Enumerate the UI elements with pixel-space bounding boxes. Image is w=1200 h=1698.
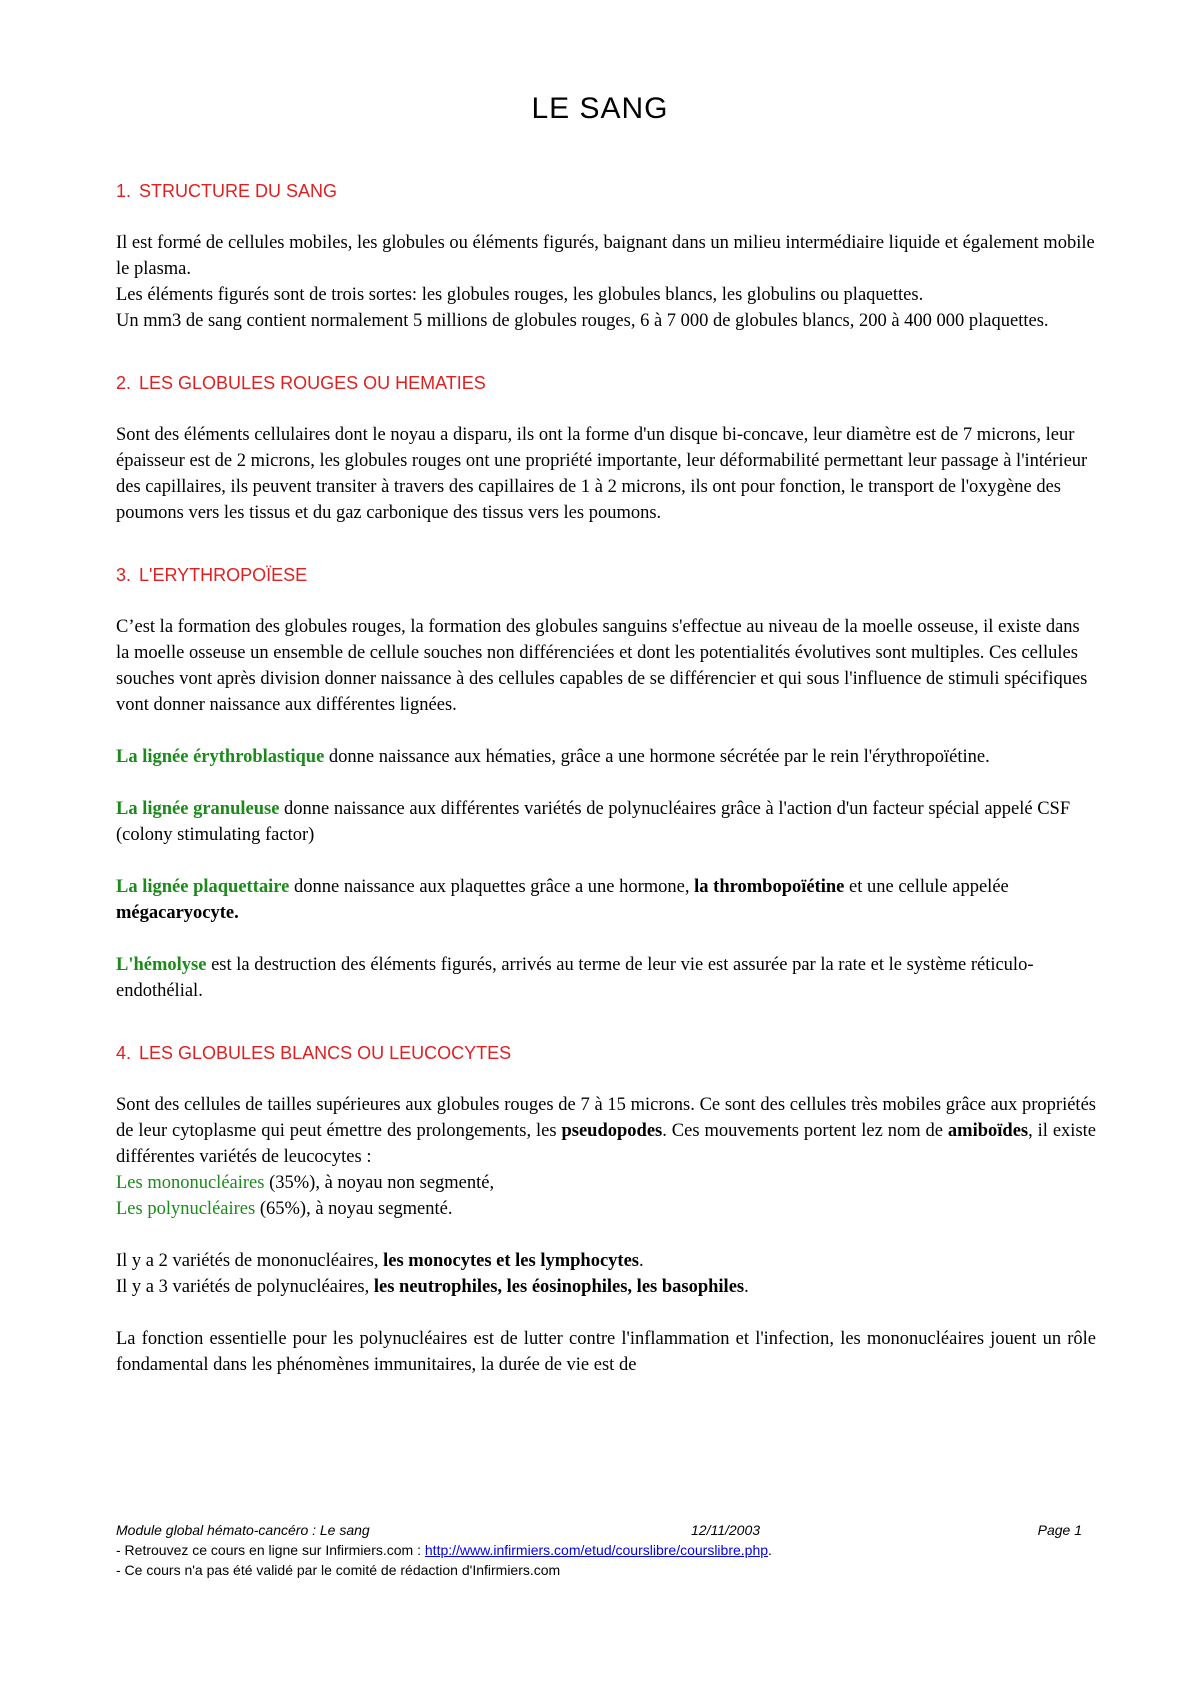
page-footer [116,1520,1082,1580]
text: . [639,1251,644,1271]
text: (65%), à noyau segmenté. [255,1199,453,1219]
bold-text: les monocytes et les lymphocytes [383,1251,639,1271]
footer-date: 12/11/2003 [691,1522,761,1538]
section-heading-structure [116,178,1096,204]
paragraph-hemolyse [116,952,1096,1004]
bold-text: pseudopodes [561,1121,663,1141]
section-title: LES GLOBULES BLANCS OU LEUCOCYTES [139,1043,512,1063]
section-number: 4. [116,1043,132,1063]
term: La lignée plaquettaire [116,877,290,897]
text: . [744,1277,749,1297]
section-title: STRUCTURE DU SANG [139,181,338,201]
list-item-mononucleaires [116,1170,1096,1196]
term: La lignée granuleuse [116,799,280,819]
text: et une cellule appelée [844,877,1009,897]
paragraph-varietes-mono [116,1248,1096,1274]
document-body [116,178,1096,1378]
section-heading-globules-blancs [116,1040,1096,1066]
term: La lignée érythroblastique [116,747,325,767]
term: L'hémolyse [116,955,207,975]
section-heading-erythropoiese [116,562,1096,588]
text: Sont des cellules de tailles supérieures aux globules rouges de 7 à 15 microns. Ce sont des cellules très mobiles grâce aux propriétés de leur cytoplasme qui peut émettre des prolongements, les [116,1095,1096,1141]
text: , il existe différentes variétés de leucocytes : [116,1121,1097,1167]
footer-link-line [116,1540,1082,1560]
footer-module: Module global hémato-cancéro : Le sang [116,1522,370,1538]
paragraph: Il est formé de cellules mobiles, les globules ou éléments figurés, baignant dans un milieu intermédiaire liquide et également mobile le plasma. [116,233,1095,279]
section-title: L'ERYTHROPOÏESE [139,565,308,585]
paragraph: C’est la formation des globules rouges, la formation des globules sanguins s'effectue au niveau de la moelle osseuse, il existe dans la moelle osseuse un ensemble de cellule souches non différenciées et dont les potentialités évolutives sont multiples. Ces cellules souches vont après division donner naissance à des cellules capables de se différencier et qui sous l'influence de stimuli spécifiques vont donner naissance aux différentes lignées. [116,617,1088,715]
paragraph-varietes-poly [116,1274,1096,1300]
text: donne naissance aux différentes variétés de polynucléaires grâce à l'action d'un facteur spécial appelé CSF (colony stimulating factor) [116,799,1071,845]
paragraph [116,1092,1096,1170]
section-number: 3. [116,565,132,585]
text: . Ces mouvements portent lez nom de [662,1121,948,1141]
term: Les polynucléaires [116,1199,256,1219]
footer-disclaimer: - Ce cours n'a pas été validé par le comité de rédaction d'Infirmiers.com [116,1562,561,1578]
footer-page-number: Page 1 [1037,1522,1082,1538]
section-number: 2. [116,373,132,393]
text: (35%), à noyau non segmenté, [264,1173,495,1193]
paragraph-lignee-plaquettaire [116,874,1096,926]
bold-text: la thrombopoïétine [694,877,845,897]
bold-text: les neutrophiles, les éosinophiles, les basophiles [373,1277,745,1297]
text: . [768,1542,772,1558]
section-title: LES GLOBULES ROUGES OU HEMATIES [139,373,486,393]
bold-text: mégacaryocyte. [116,903,239,923]
page-title: LE SANG [531,92,669,125]
paragraph-lignee-erythroblastique [116,744,1096,770]
text: Il y a 3 variétés de polynucléaires, [116,1277,374,1297]
paragraph: La fonction essentielle pour les polynucléaires est de lutter contre l'inflammation et l'infection, les mononucléaires jouent un rôle fondamental dans les phénomènes immunitaires, la durée de vie est de [116,1329,1096,1375]
section-number: 1. [116,181,132,201]
text: est la destruction des éléments figurés, arrivés au terme de leur vie est assurée par la rate et le système réticulo-endothélial. [116,955,1034,1001]
paragraph: Un mm3 de sang contient normalement 5 millions de globules rouges, 6 à 7 000 de globules blancs, 200 à 400 000 plaquettes. [116,311,1049,331]
term: Les mononucléaires [116,1173,265,1193]
paragraph-lignee-granuleuse [116,796,1096,848]
bold-text: amiboïdes [947,1121,1029,1141]
text: donne naissance aux hématies, grâce a une hormone sécrétée par le rein l'érythropoïétine. [324,747,990,767]
text: - Retrouvez ce cours en ligne sur Infirmiers.com : [116,1542,425,1558]
course-link[interactable]: http://www.infirmiers.com/etud/courslibre/courslibre.php [424,1542,769,1558]
text: Il y a 2 variétés de mononucléaires, [116,1251,384,1271]
footer-info-line [116,1520,1082,1540]
list-item-polynucleaires [116,1196,1096,1222]
paragraph: Sont des éléments cellulaires dont le noyau a disparu, ils ont la forme d'un disque bi-concave, leur diamètre est de 7 microns, leur épaisseur est de 2 microns, les globules rouges ont une propriété importante, leur déformabilité permettant leur passage à l'intérieur des capillaires, ils peuvent transiter à travers des capillaires de 1 à 2 microns, ils ont pour fonction, le transport de l'oxygène des poumons vers les tissus et du gaz carbonique des tissus vers les poumons. [116,425,1088,523]
section-heading-globules-rouges [116,370,1096,396]
text: donne naissance aux plaquettes grâce a une hormone, [289,877,695,897]
paragraph: Les éléments figurés sont de trois sortes: les globules rouges, les globules blancs, les globulins ou plaquettes. [116,285,924,305]
